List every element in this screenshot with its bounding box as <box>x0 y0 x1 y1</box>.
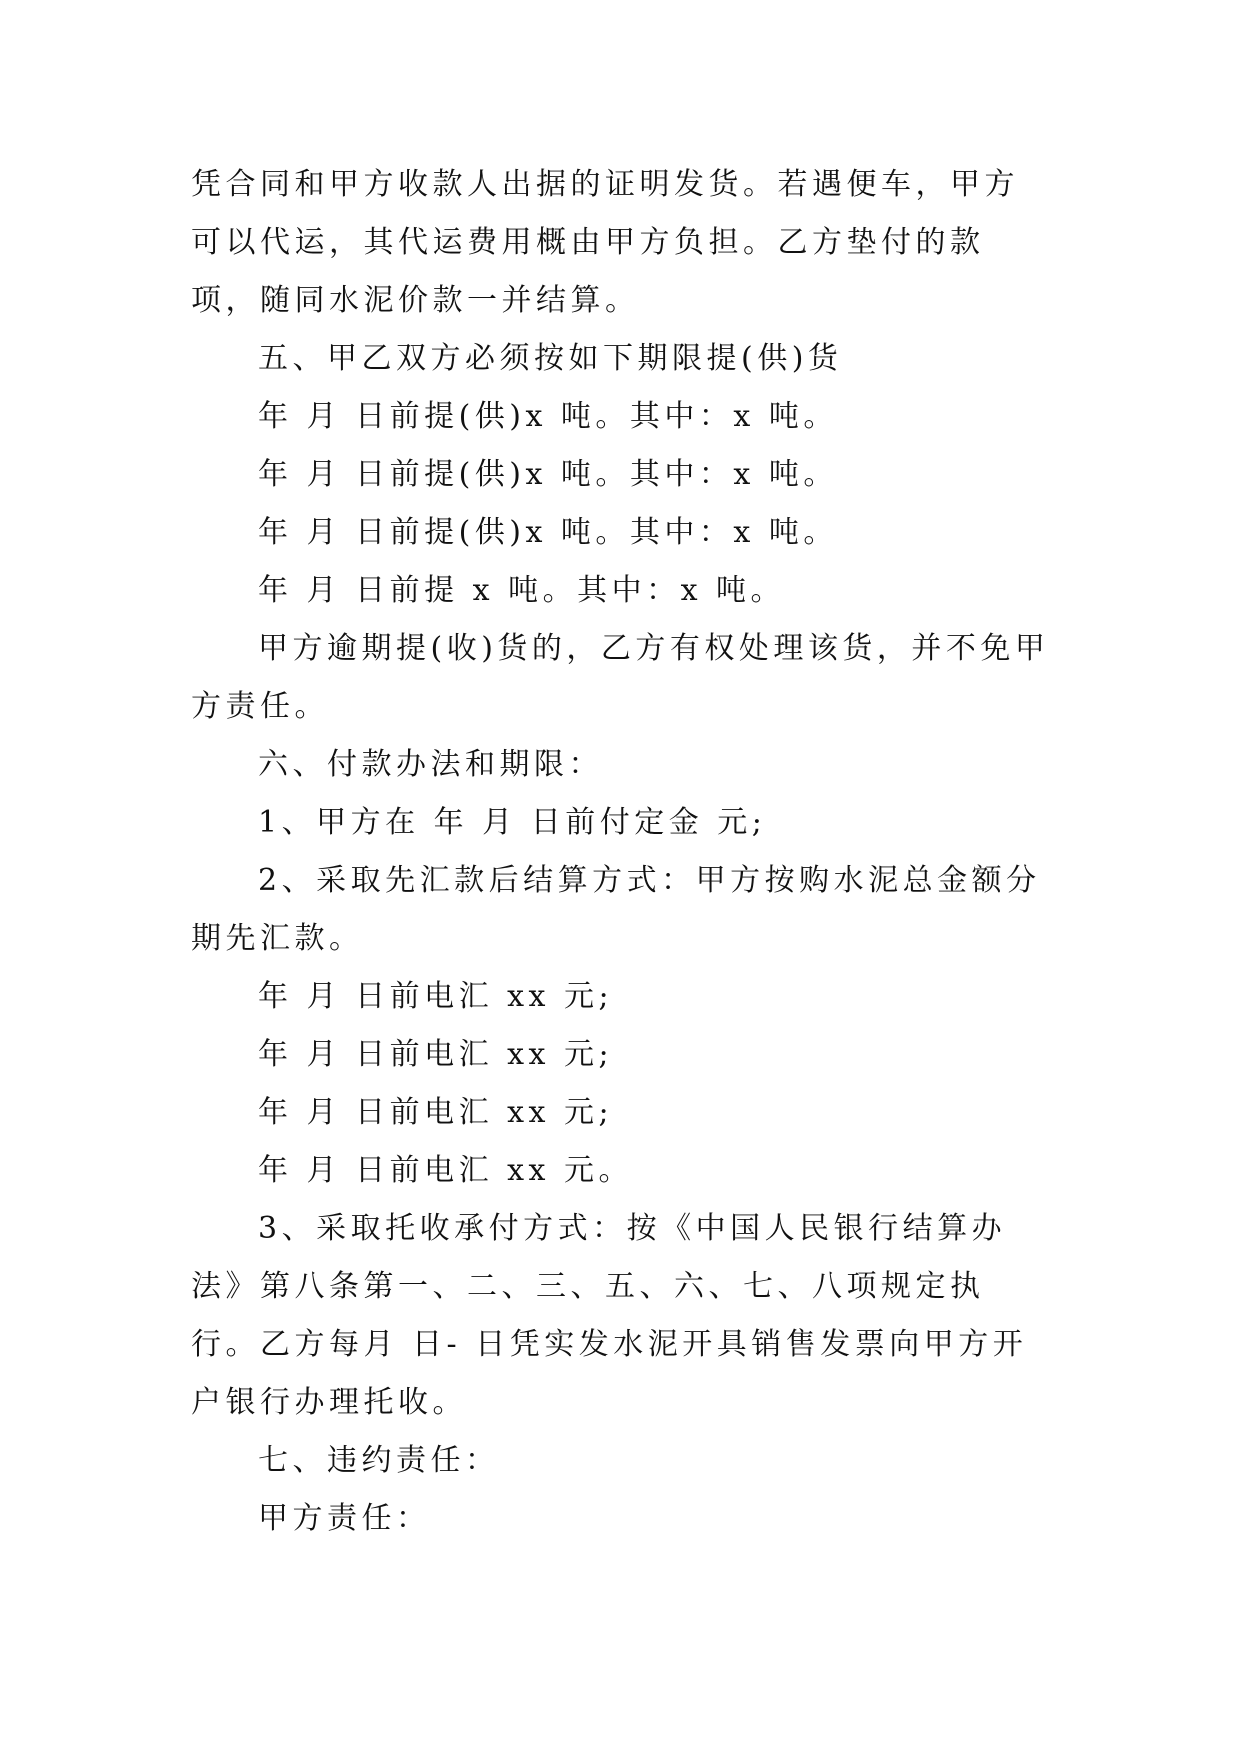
payment-item-1: 1、甲方在 年 月 日前付定金 元; <box>258 805 767 840</box>
delivery-schedule-line-3: 年 月 日前提(供)x 吨。其中：x 吨。 <box>258 515 838 550</box>
section-seven-heading: 七、违约责任： <box>258 1443 500 1478</box>
delivery-schedule-line-4: 年 月 日前提 x 吨。其中：x 吨。 <box>258 573 786 608</box>
document-body <box>191 156 1051 1548</box>
remittance-line-2: 年 月 日前电汇 xx 元; <box>258 1037 614 1072</box>
remittance-line-4: 年 月 日前电汇 xx 元。 <box>258 1153 633 1188</box>
paragraph-overdue-pickup: 甲方逾期提(收)货的，乙方有权处理该货，并不免甲方责任。 <box>191 631 1050 724</box>
paragraph-delivery-terms: 凭合同和甲方收款人出据的证明发货。若遇便车，甲方可以代运，其代运费用概由甲方负担。乙方垫付的款项，随同水泥价款一并结算。 <box>191 167 1019 318</box>
payment-item-2: 2、采取先汇款后结算方式：甲方按购水泥总金额分期先汇款。 <box>191 863 1041 956</box>
party-a-responsibility-heading: 甲方责任： <box>258 1501 431 1536</box>
section-five-heading: 五、甲乙双方必须按如下期限提(供)货 <box>258 341 843 376</box>
payment-item-3: 3、采取托收承付方式：按《中国人民银行结算办法》第八条第一、二、三、五、六、七、八项规定执行。乙方每月 日- 日凭实发水泥开具销售发票向甲方开户银行办理托收。 <box>191 1211 1028 1420</box>
remittance-line-3: 年 月 日前电汇 xx 元; <box>258 1095 614 1130</box>
section-six-heading: 六、付款办法和期限： <box>258 747 603 782</box>
remittance-line-1: 年 月 日前电汇 xx 元; <box>258 979 614 1014</box>
delivery-schedule-line-2: 年 月 日前提(供)x 吨。其中：x 吨。 <box>258 457 838 492</box>
delivery-schedule-line-1: 年 月 日前提(供)x 吨。其中：x 吨。 <box>258 399 838 434</box>
